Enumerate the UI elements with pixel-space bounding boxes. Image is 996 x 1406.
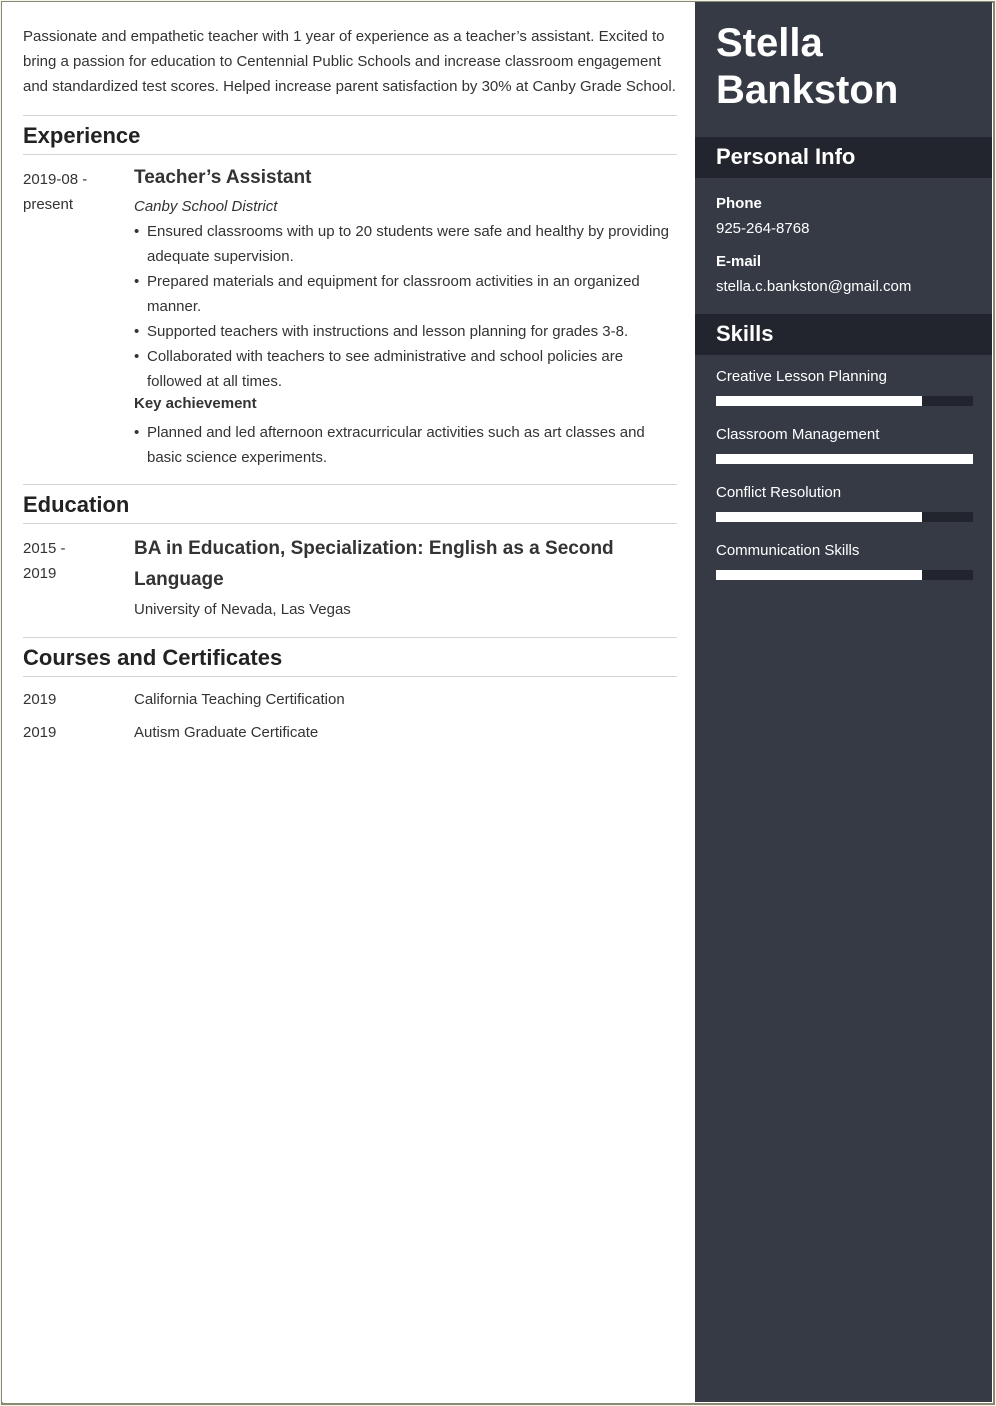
job-title: Teacher’s Assistant	[134, 167, 312, 188]
key-achievement-label: Key achievement	[134, 395, 257, 412]
experience-date: 2019-08 - present	[23, 171, 88, 213]
course-year: 2019	[23, 691, 57, 708]
skill-item	[716, 541, 971, 580]
main-column	[2, 2, 695, 1402]
skill-level-fill	[716, 396, 922, 406]
bullet-item: • Ensured classrooms with up to 20 students were safe and healthy by providing adequate supervision.	[134, 219, 677, 269]
education-date: 2015 - 2019	[23, 540, 66, 582]
skill-level-fill	[716, 570, 922, 580]
school: University of Nevada, Las Vegas	[134, 601, 351, 618]
skill-level-bar	[716, 512, 973, 522]
company: Canby School District	[134, 198, 278, 215]
bullet-item: • Supported teachers with instructions and lesson planning for grades 3-8.	[134, 319, 677, 344]
skills-heading: Skills	[695, 314, 992, 355]
course-row	[23, 720, 677, 745]
experience-entry	[23, 167, 677, 470]
bullet-item: • Prepared materials and equipment for classroom activities in an organized manner.	[134, 269, 677, 319]
skill-name: Conflict Resolution	[716, 484, 842, 501]
phone-value: 925-264-8768	[716, 220, 810, 237]
course-name: Autism Graduate Certificate	[134, 724, 319, 741]
skill-level-bar	[716, 570, 973, 580]
bullet-item: • Collaborated with teachers to see administrative and school policies are followed at all times.	[134, 344, 677, 394]
skill-name: Creative Lesson Planning	[716, 368, 887, 385]
skill-name: Communication Skills	[716, 542, 860, 559]
candidate-name: Stella Bankston	[716, 21, 899, 112]
course-year: 2019	[23, 724, 57, 741]
skill-level-fill	[716, 512, 922, 522]
course-name: California Teaching Certification	[134, 691, 345, 708]
education-entry	[23, 536, 677, 622]
skill-item	[716, 425, 971, 464]
skill-item	[716, 367, 971, 406]
experience-heading: Experience	[23, 115, 677, 155]
skill-level-bar	[716, 396, 973, 406]
bullet-item: • Planned and led afternoon extracurricular activities such as art classes and basic science experiments.	[134, 420, 677, 470]
courses-heading: Courses and Certificates	[23, 637, 677, 677]
skill-level-fill	[716, 454, 973, 464]
email-label: E-mail	[716, 253, 762, 270]
skill-name: Classroom Management	[716, 426, 880, 443]
skill-item	[716, 483, 971, 522]
email-value[interactable]: stella.c.bankston@gmail.com	[716, 278, 912, 295]
personal-info-heading: Personal Info	[695, 137, 992, 178]
skill-level-bar	[716, 454, 973, 464]
course-row	[23, 687, 677, 712]
sidebar	[695, 2, 992, 1402]
phone-label: Phone	[716, 195, 762, 212]
education-heading: Education	[23, 484, 677, 524]
summary: Passionate and empathetic teacher with 1 year of experience as a teacher’s assistant. Excited to bring a passion for education to Centennial Public Schools and increase classroom engagement and standardized test scores. Helped increase parent satisfaction by 30% at Canby Grade School.	[23, 28, 676, 95]
degree: BA in Education, Specialization: English as a Second Language	[134, 538, 614, 590]
